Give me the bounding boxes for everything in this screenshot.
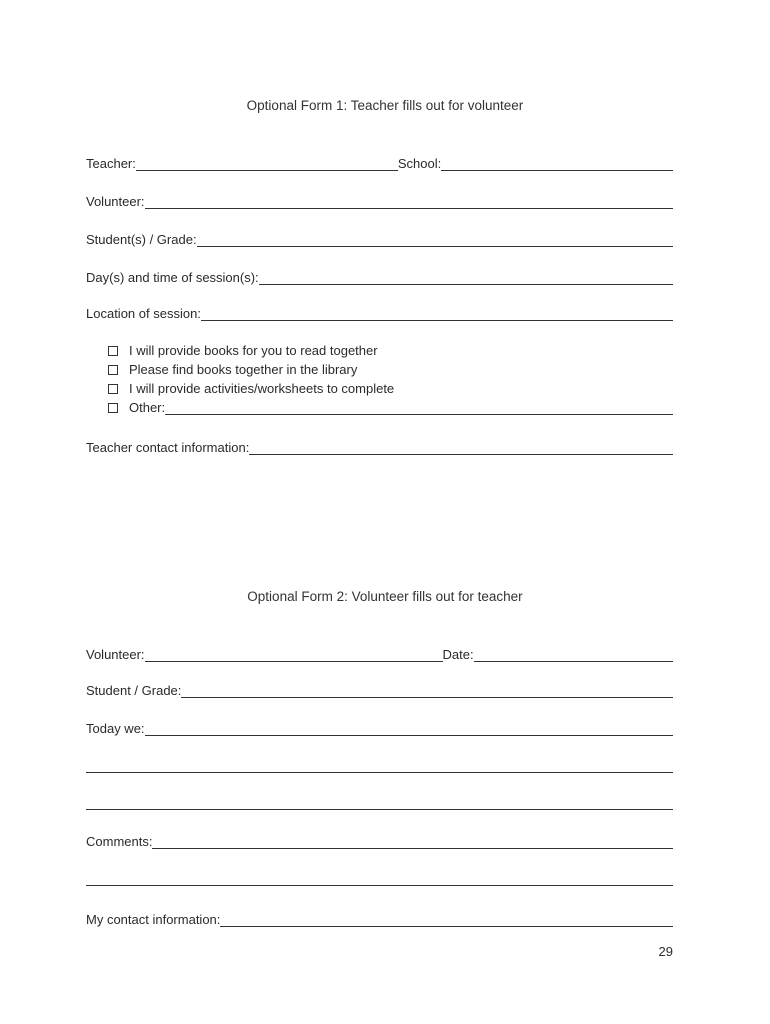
teacher-school-row xyxy=(86,154,673,172)
volunteer-date-row xyxy=(86,645,673,663)
form2-title: Optional Form 2: Volunteer fills out for teacher xyxy=(247,589,523,604)
option-label: I will provide books for you to read together xyxy=(129,343,378,358)
students-label: Student(s) / Grade: xyxy=(86,232,197,247)
volunteer-label: Volunteer: xyxy=(86,194,145,209)
school-label: School: xyxy=(397,156,442,171)
option-other[interactable] xyxy=(108,399,673,417)
my-contact-row xyxy=(86,910,673,928)
date-field[interactable] xyxy=(474,647,673,662)
my-contact-label: My contact information: xyxy=(86,912,221,927)
student-grade-field[interactable] xyxy=(181,683,673,698)
date-label: Date: xyxy=(442,647,474,662)
checkbox[interactable] xyxy=(108,384,118,394)
comments-field[interactable] xyxy=(152,834,673,849)
option-label: I will provide activities/worksheets to complete xyxy=(129,381,395,396)
location-label: Location of session: xyxy=(86,306,201,321)
checkbox[interactable] xyxy=(108,365,118,375)
option-label: Other: xyxy=(129,400,166,415)
location-row xyxy=(86,304,673,322)
other-field[interactable] xyxy=(165,402,673,415)
form1-title: Optional Form 1: Teacher fills out for volunteer xyxy=(246,98,524,113)
option-find-books[interactable] xyxy=(108,361,673,379)
my-contact-field[interactable] xyxy=(220,912,673,927)
today-extra-line-2[interactable] xyxy=(86,809,673,810)
days-label: Day(s) and time of session(s): xyxy=(86,270,259,285)
volunteer-row xyxy=(86,192,673,210)
students-row xyxy=(86,230,673,248)
teacher-contact-label: Teacher contact information: xyxy=(86,440,250,455)
today-row xyxy=(86,719,673,737)
volunteer-field[interactable] xyxy=(145,647,443,662)
students-field[interactable] xyxy=(197,232,673,247)
today-field[interactable] xyxy=(145,721,673,736)
today-extra-line-1[interactable] xyxy=(86,772,673,773)
checkbox[interactable] xyxy=(108,346,118,356)
volunteer-field[interactable] xyxy=(145,194,673,209)
option-label: Please find books together in the library xyxy=(129,362,358,377)
teacher-label: Teacher: xyxy=(86,156,136,171)
option-activities[interactable] xyxy=(108,380,673,398)
location-field[interactable] xyxy=(201,306,673,321)
comments-row xyxy=(86,832,673,850)
comments-extra-line[interactable] xyxy=(86,885,673,886)
today-label: Today we: xyxy=(86,721,145,736)
days-row xyxy=(86,268,673,286)
option-provide-books[interactable] xyxy=(108,342,673,360)
teacher-field[interactable] xyxy=(136,156,398,171)
student-grade-label: Student / Grade: xyxy=(86,683,182,698)
school-field[interactable] xyxy=(441,156,673,171)
student-grade-row xyxy=(86,681,673,699)
days-field[interactable] xyxy=(259,270,673,285)
comments-label: Comments: xyxy=(86,834,153,849)
teacher-contact-field[interactable] xyxy=(249,440,673,455)
teacher-contact-row xyxy=(86,438,673,456)
volunteer-label: Volunteer: xyxy=(86,647,145,662)
page-number: 29 xyxy=(658,944,673,959)
checkbox[interactable] xyxy=(108,403,118,413)
